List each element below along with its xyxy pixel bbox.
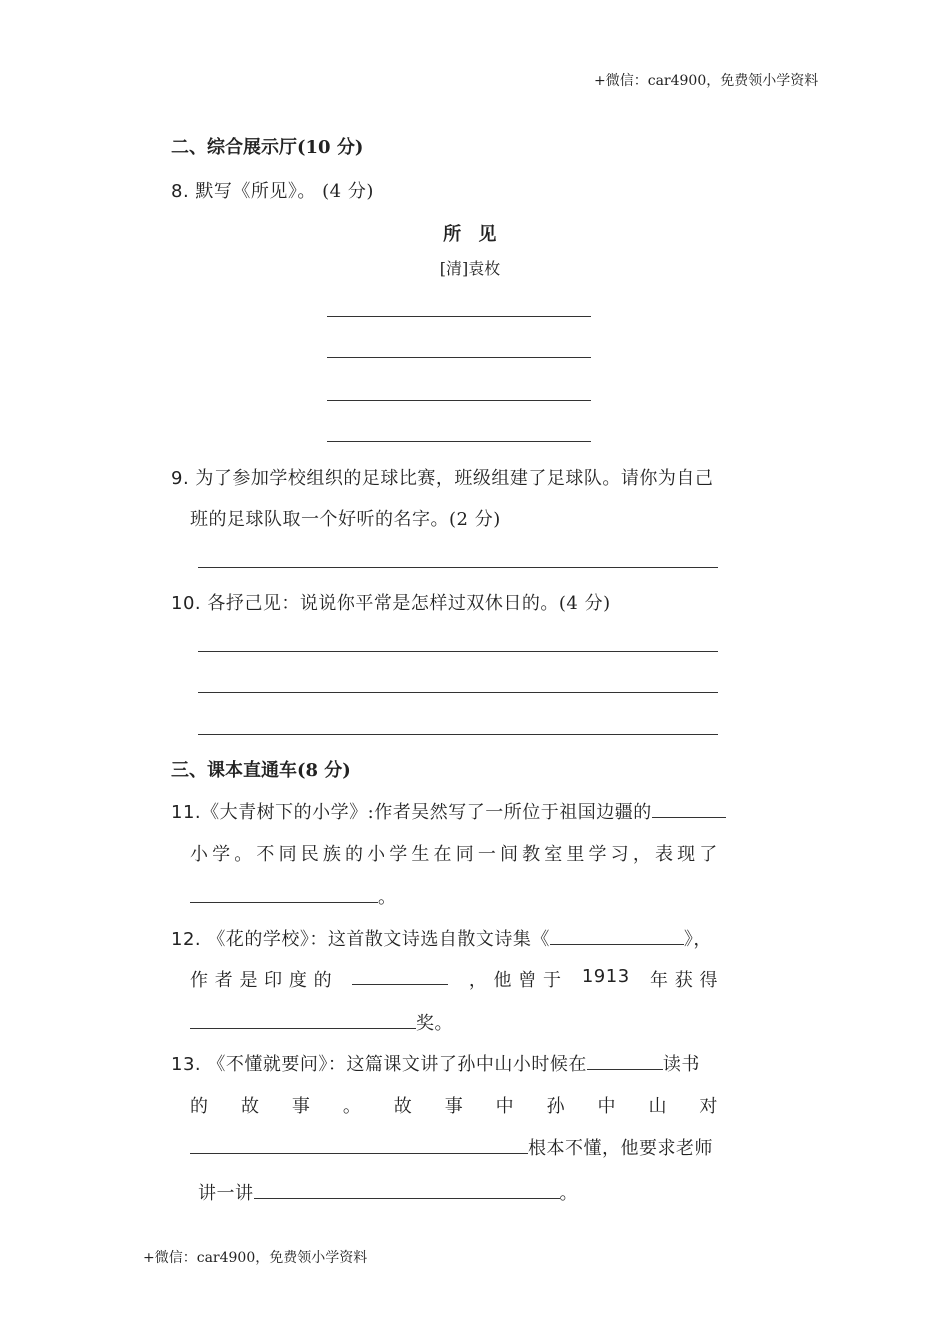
q9-text-line2: 班的足球队取一个好听的名字。(2 分) [190,509,501,530]
q11-char: 现 [677,844,696,865]
q11-number: 11. [171,802,202,823]
q11-char: 学 [389,844,408,865]
q13-char: 。 [342,1096,362,1117]
q13-char: 的 [190,1096,209,1117]
watermark-top: +微信：car4900，免费领小学资料 [594,73,819,89]
q11-char: 的 [344,844,364,865]
q13-line4-end: 。 [559,1183,578,1204]
poem-title: 所 见 [443,224,497,245]
q11-line2 [190,840,718,866]
section3-title: 三、课本直通车(8 分) [171,760,351,781]
q13-number: 13. [171,1054,202,1075]
q11-char: 民 [300,844,320,865]
watermark-bottom: +微信：car4900，免费领小学资料 [143,1250,368,1266]
q11-char: 教 [522,844,541,865]
q13-line4-start: 讲一讲 [198,1183,254,1204]
q11-char: 小 [367,844,386,865]
q13-char: 中 [597,1096,616,1117]
q11-char: 生 [411,844,430,865]
q12-line2-b: ， 他 曾 于 [468,970,562,991]
q13-blank-1[interactable] [587,1051,663,1070]
q10-number: 10. [171,593,202,614]
poem-answer-line-2[interactable] [327,357,591,358]
q11-char: 间 [499,844,519,865]
q11-line3-end: 。 [378,887,397,908]
q12-text-b: 》， [683,929,712,950]
q11-text-line1: 《大青树下的小学》:作者吴然写了一所位于祖国边疆的 [201,802,652,823]
q12-line2-a: 作 者 是 印 度 的 [190,970,333,991]
q11-char: 族 [322,844,342,865]
q11-blank-2[interactable] [190,884,378,903]
q13-char: 对 [699,1096,718,1117]
poem-answer-line-1[interactable] [327,316,591,317]
q13-line4 [198,1179,578,1205]
q13-text-b: 读书 [662,1054,700,1075]
q13-line3 [190,1134,713,1160]
q12-line2 [190,966,718,992]
q11-char: 学 [212,844,231,865]
q11-char: 小 [190,844,209,865]
q11-blank-1[interactable] [652,799,726,818]
q10-answer-line-3[interactable] [198,734,718,735]
q12-line1 [171,925,712,951]
poem-answer-line-4[interactable] [327,441,591,442]
q12-text-a: 《花的学校》：这首散文诗选自散文诗集《 [207,929,550,950]
q10-question [171,589,611,615]
poem-answer-line-3[interactable] [327,400,591,401]
q13-char: 山 [648,1096,667,1117]
q9-line1 [171,464,713,490]
q10-answer-line-1[interactable] [198,651,718,652]
q11-char: 表 [654,844,674,865]
q13-char: 事 [444,1096,464,1117]
q9-number: 9. [171,468,190,489]
q12-year: 1913 [581,966,630,987]
q13-char: 事 [291,1096,311,1117]
q8-question [171,177,374,203]
q11-char: 了 [699,844,718,865]
q13-line2 [190,1092,718,1118]
q13-char: 孙 [546,1096,566,1117]
q10-answer-line-2[interactable] [198,692,718,693]
q9-text-line1: 为了参加学校组织的足球比赛，班级组建了足球队。请你为自己 [195,468,714,489]
q8-number: 8. [171,181,190,202]
poem-author: [清]袁枚 [439,259,501,278]
q12-line3-end: 奖。 [416,1013,453,1034]
q11-line3 [190,883,397,909]
q11-char: 在 [433,844,453,865]
q12-line3 [190,1009,453,1035]
section2-title: 二、综合展示厅(10 分) [171,137,364,158]
q11-line1 [171,798,726,824]
q12-blank-2[interactable] [352,966,448,985]
q10-text: 各抒己见：说说你平常是怎样过双休日的。(4 分) [207,593,611,614]
q11-char: 同 [278,844,298,865]
q11-char: 学 [588,844,608,865]
q13-blank-2[interactable] [190,1135,528,1154]
q11-char: 习 [610,844,630,865]
q11-char: 室 [544,844,563,865]
q13-line3-end: 根本不懂，他要求老师 [528,1138,713,1159]
q12-number: 12. [171,929,202,950]
q11-char: 一 [477,844,497,865]
q13-char: 中 [495,1096,515,1117]
q11-char: ， [632,844,652,865]
q11-char: 里 [566,844,585,865]
q13-line1 [171,1050,700,1076]
q9-answer-line[interactable] [198,567,718,568]
q13-char: 故 [393,1096,413,1117]
q12-line2-c: 年 获 得 [650,970,718,991]
q13-blank-3[interactable] [254,1180,560,1199]
q12-blank-3[interactable] [190,1010,416,1029]
q13-char: 故 [240,1096,260,1117]
q12-blank-1[interactable] [550,926,684,945]
q11-char: 。 [234,844,253,865]
q8-text: 默写《所见》。 (4 分) [195,181,374,202]
q11-char: 不 [256,844,275,865]
q13-text-a: 《不懂就要问》：这篇课文讲了孙中山小时候在 [207,1054,587,1075]
q11-char: 同 [455,844,475,865]
